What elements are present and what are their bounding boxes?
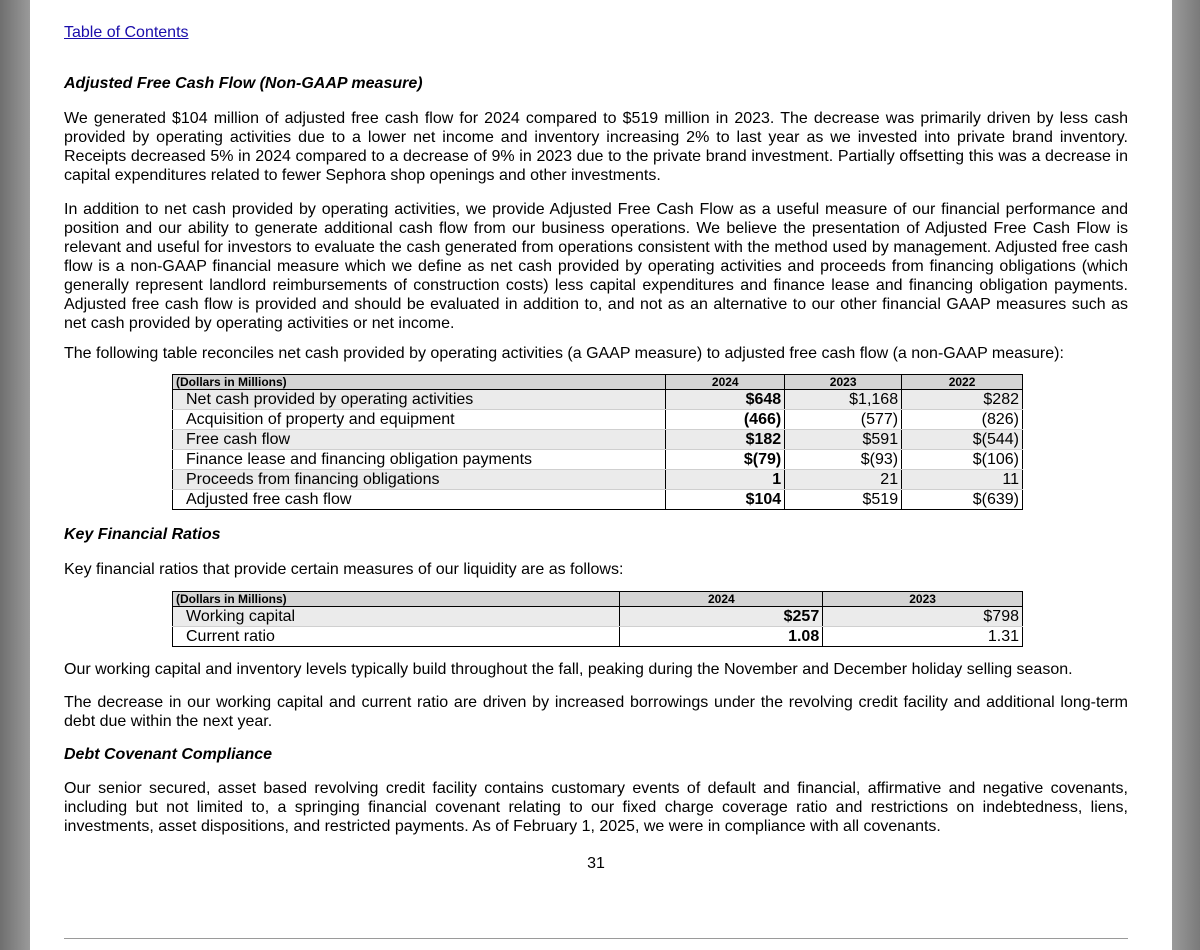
value-2024: $257 [620,607,823,627]
row-label: Free cash flow [173,430,666,450]
row-label: Current ratio [173,627,620,647]
row-label: Working capital [173,607,620,627]
value-2023: $591 [785,430,902,450]
table-row [173,490,1023,510]
table-row [173,607,1023,627]
row-label: Adjusted free cash flow [173,490,666,510]
value-2023: $(93) [785,450,902,470]
value-2022: $(639) [902,490,1023,510]
value-2023: $519 [785,490,902,510]
value-2023: $798 [823,607,1023,627]
value-2024: 1 [666,470,785,490]
page-number: 31 [587,855,605,872]
afcf-table [172,374,1023,510]
page-divider [64,938,1128,939]
kfr-heading: Key Financial Ratios [64,526,221,543]
afcf-paragraph-3: The following table reconciles net cash provided by operating activities (a GAAP measure) to adjusted free cash flow (a non-GAAP measure): [64,345,1064,362]
dcc-paragraph-1: Our senior secured, asset based revolving credit facility contains customary events of default and financial, affirmative and negative covenants, including but not limited to, a springing financial covenant relating to our fixed charge coverage ratio and restrictions on indebtedness, liens, investments, asset dispositions, and restricted payments. As of February 1, 2025, we were in compliance with all covenants. [64,780,1128,835]
row-label: Net cash provided by operating activities [173,390,666,410]
row-label: Proceeds from financing obligations [173,470,666,490]
kfr-header-2024: 2024 [620,592,823,607]
table-of-contents-link[interactable]: Table of Contents [64,24,189,41]
afcf-paragraph-1: We generated $104 million of adjusted free cash flow for 2024 compared to $519 million in 2023. The decrease was primarily driven by less cash provided by operating activities due to a lower net income and inventory increasing 2% to last year as we invested into private brand inventory. Receipts decreased 5% in 2024 compared to a decrease of 9% in 2023 due to the private brand investment. Partially offsetting this was a decrease in capital expenditures related to fewer Sephora shop openings and other investments. [64,110,1128,184]
value-2022: 11 [902,470,1023,490]
afcf-header-2024: 2024 [666,375,785,390]
kfr-table-header [173,592,1023,607]
row-label: Finance lease and financing obligation payments [173,450,666,470]
kfr-paragraph-2: Our working capital and inventory levels typically build throughout the fall, peaking during the November and December holiday selling season. [64,661,1073,678]
afcf-heading: Adjusted Free Cash Flow (Non-GAAP measure) [64,75,423,92]
kfr-paragraph-1: Key financial ratios that provide certain measures of our liquidity are as follows: [64,561,624,578]
table-row [173,410,1023,430]
value-2022: $282 [902,390,1023,410]
value-2023: $1,168 [785,390,902,410]
value-2024: $(79) [666,450,785,470]
value-2024: $104 [666,490,785,510]
value-2024: 1.08 [620,627,823,647]
afcf-header-label: (Dollars in Millions) [173,375,666,390]
afcf-header-2023: 2023 [785,375,902,390]
value-2022: $(106) [902,450,1023,470]
kfr-header-label: (Dollars in Millions) [173,592,620,607]
afcf-header-2022: 2022 [902,375,1023,390]
table-row [173,627,1023,647]
row-label: Acquisition of property and equipment [173,410,666,430]
table-row [173,430,1023,450]
document-page [30,0,1172,950]
kfr-table [172,591,1023,647]
value-2023: 21 [785,470,902,490]
value-2023: 1.31 [823,627,1023,647]
value-2023: (577) [785,410,902,430]
table-row [173,450,1023,470]
kfr-header-2023: 2023 [823,592,1023,607]
table-row [173,470,1023,490]
kfr-paragraph-3: The decrease in our working capital and current ratio are driven by increased borrowings under the revolving credit facility and additional long-term debt due within the next year. [64,694,1128,730]
value-2022: $(544) [902,430,1023,450]
dcc-heading: Debt Covenant Compliance [64,746,273,763]
value-2024: (466) [666,410,785,430]
value-2024: $182 [666,430,785,450]
table-row [173,390,1023,410]
afcf-table-header [173,375,1023,390]
afcf-paragraph-2: In addition to net cash provided by operating activities, we provide Adjusted Free Cash Flow as a useful measure of our financial performance and position and our ability to generate additional cash flow from our business operations. We believe the presentation of Adjusted Free Cash Flow is relevant and useful for investors to evaluate the cash generated from operations consistent with the method used by management. Adjusted free cash flow is a non-GAAP financial measure which we define as net cash provided by operating activities and proceeds from financing obligations (which generally represent landlord reimbursements of construction costs) less capital expenditures and finance lease and financing obligation payments. Adjusted free cash flow is provided and should be evaluated in addition to, and not as an alternative to our other financial GAAP measures such as net cash provided by operating activities or net income. [64,201,1128,332]
value-2022: (826) [902,410,1023,430]
value-2024: $648 [666,390,785,410]
